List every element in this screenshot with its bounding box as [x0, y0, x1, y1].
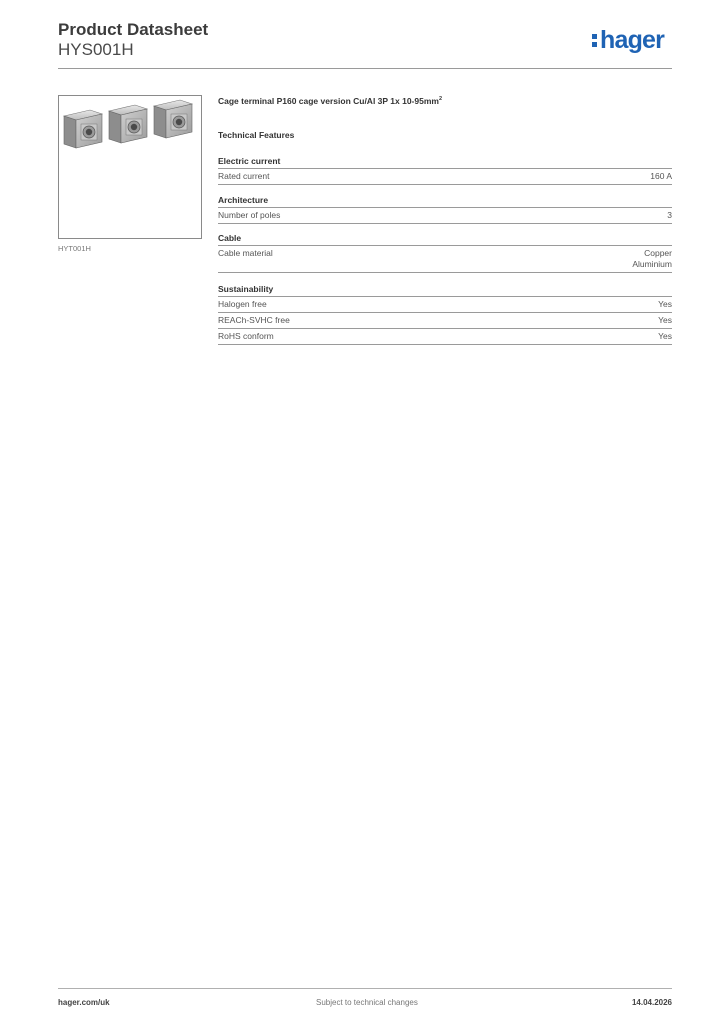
spec-row	[218, 313, 672, 329]
spec-row	[218, 169, 672, 185]
section-title: Electric current	[218, 155, 672, 169]
logo-dots-icon	[592, 31, 599, 49]
spec-value: Copper	[644, 248, 672, 258]
spec-row	[218, 297, 672, 313]
spec-label: RoHS conform	[218, 331, 274, 341]
spec-label: REACh-SVHC free	[218, 315, 290, 325]
hager-logo	[592, 26, 664, 55]
spec-value: Aluminium	[632, 259, 672, 269]
cage-terminal-image	[59, 96, 201, 238]
footer-divider	[58, 988, 672, 989]
product-name-superscript: 2	[438, 96, 443, 103]
product-name-text: Cage terminal P160 cage version Cu/Al 3P 1x 10-95mm	[218, 96, 439, 106]
spec-row	[218, 329, 672, 345]
spec-value: Yes	[658, 315, 672, 325]
spec-value: 3	[667, 210, 672, 220]
spec-row	[218, 208, 672, 224]
product-code: HYS001H	[58, 40, 134, 59]
footer-date: 14.04.2026	[631, 998, 672, 1007]
page-title: Product Datasheet	[58, 20, 209, 39]
header-divider	[58, 68, 672, 69]
spec-label: Cable material	[218, 248, 273, 258]
footer-website-link[interactable]: hager.com/uk	[58, 998, 110, 1007]
section-sustainability	[218, 283, 672, 345]
spec-value: Yes	[658, 331, 672, 341]
footer-notice: Subject to technical changes	[316, 998, 418, 1007]
spec-label: Halogen free	[218, 299, 267, 309]
section-title: Cable	[218, 232, 672, 246]
spec-row	[218, 246, 672, 273]
section-title: Sustainability	[218, 283, 672, 297]
image-caption: HYT001H	[58, 244, 91, 253]
logo-text: hager	[600, 26, 665, 54]
technical-features-title: Technical Features	[218, 130, 295, 140]
spec-value: Yes	[658, 299, 672, 309]
spec-value: 160 A	[650, 171, 672, 181]
section-cable	[218, 232, 672, 273]
section-electric-current	[218, 155, 672, 185]
product-name	[218, 96, 442, 106]
section-title: Architecture	[218, 194, 672, 208]
section-architecture	[218, 194, 672, 224]
spec-label: Rated current	[218, 171, 270, 181]
spec-label: Number of poles	[218, 210, 281, 220]
product-image	[58, 95, 202, 239]
